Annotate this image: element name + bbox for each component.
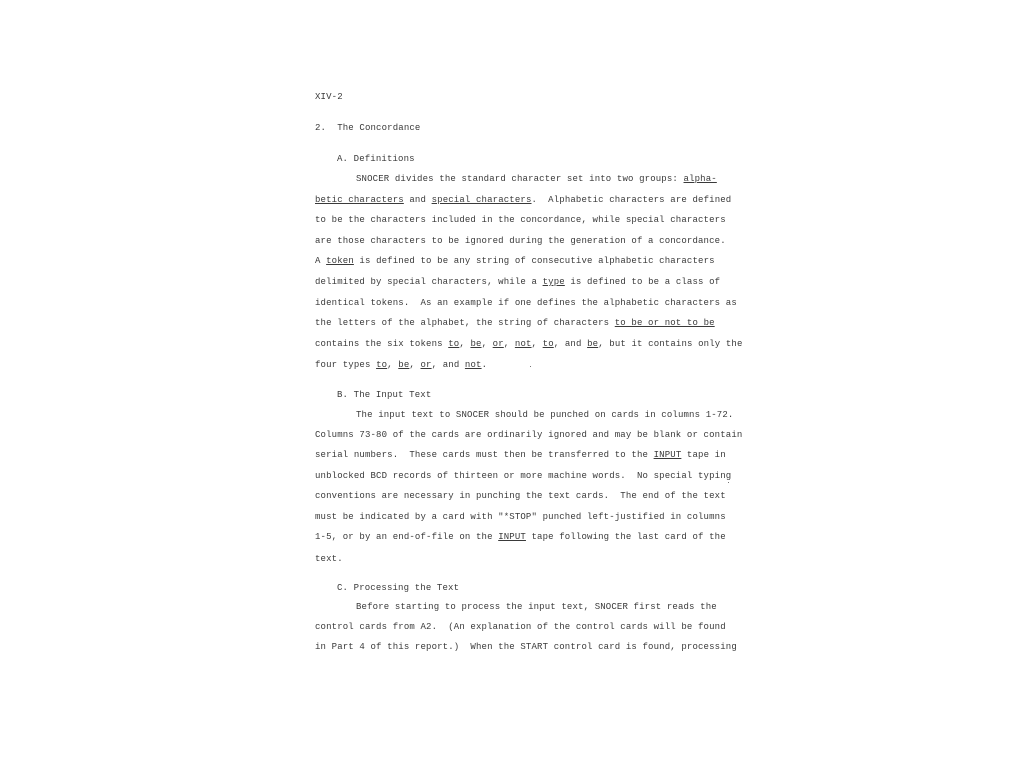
underlined-term: be	[587, 339, 599, 349]
text-run: is defined to be any string of consecutive alphabetic characters	[353, 256, 715, 266]
scan-speck	[530, 366, 531, 367]
underlined-term: to	[376, 360, 388, 370]
underlined-term: special characters	[431, 195, 532, 205]
subsection-heading-processing: C. Processing the Text	[337, 583, 460, 593]
paragraph-line	[315, 195, 731, 205]
underlined-term: not	[464, 360, 482, 370]
text-run: ,	[481, 339, 493, 349]
section-title: 2. The Concordance	[315, 123, 421, 133]
text-run: tape in	[681, 450, 726, 460]
text-run: the letters of the alphabet, the string of characters	[315, 318, 615, 328]
text-run: .	[481, 360, 488, 370]
underlined-term: be	[398, 360, 410, 370]
underlined-term: alpha-	[683, 174, 717, 184]
underlined-term: or	[420, 360, 432, 370]
text-run: ,	[409, 360, 421, 370]
underlined-term: be	[470, 339, 482, 349]
paragraph-line	[315, 277, 720, 287]
paragraph-line: text.	[315, 554, 343, 564]
text-run: 1-5, or by an end-of-file on the	[315, 532, 499, 542]
paragraph-line: are those characters to be ignored during the generation of a concordance.	[315, 236, 726, 246]
text-run: A	[315, 256, 327, 266]
text-run: . Alphabetic characters are defined	[531, 195, 732, 205]
paragraph-line	[315, 318, 715, 328]
text-run: contains the six tokens	[315, 339, 449, 349]
underlined-term: or	[492, 339, 504, 349]
underlined-term: INPUT	[498, 532, 526, 542]
paragraph-line	[315, 532, 726, 542]
paragraph-line	[356, 174, 717, 184]
text-run: four types	[315, 360, 377, 370]
text-run: serial numbers. These cards must then be transferred to the	[315, 450, 654, 460]
paragraph-line	[315, 450, 726, 460]
paragraph-line: The input text to SNOCER should be punched on cards in columns 1-72.	[356, 410, 734, 420]
underlined-term: not	[514, 339, 532, 349]
text-run: and	[403, 195, 432, 205]
text-run: , and	[431, 360, 465, 370]
text-run: ,	[387, 360, 399, 370]
paragraph-line: identical tokens. As an example if one defines the alphabetic characters as	[315, 298, 737, 308]
underlined-term: INPUT	[653, 450, 682, 460]
text-run: ,	[531, 339, 543, 349]
paragraph-line	[315, 360, 487, 370]
paragraph-line: Before starting to process the input text, SNOCER first reads the	[356, 602, 717, 612]
text-run: ,	[459, 339, 471, 349]
paragraph-line: unblocked BCD records of thirteen or more machine words. No special typing	[315, 471, 732, 481]
scan-speck	[728, 482, 729, 483]
subsection-heading-input-text: B. The Input Text	[337, 390, 432, 400]
text-run: , and	[553, 339, 588, 349]
paragraph-line: control cards from A2. (An explanation of the control cards will be found	[315, 622, 726, 632]
text-run: ,	[503, 339, 515, 349]
paragraph-line: must be indicated by a card with "*STOP" punched left-justified in columns	[315, 512, 726, 522]
text-run: delimited by special characters, while a	[315, 277, 543, 287]
subsection-heading-definitions: A. Definitions	[337, 154, 415, 164]
paragraph-line: Columns 73-80 of the cards are ordinarily ignored and may be blank or contain	[315, 430, 743, 440]
paragraph-line: to be the characters included in the concordance, while special characters	[315, 215, 726, 225]
page-number: XIV-2	[315, 92, 343, 102]
underlined-term: to be or not to be	[614, 318, 715, 328]
text-run: tape following the last card of the	[525, 532, 726, 542]
underlined-term: type	[542, 277, 565, 287]
underlined-term: betic characters	[315, 195, 404, 205]
paragraph-line	[315, 339, 743, 349]
underlined-term: token	[326, 256, 354, 266]
text-run: is defined to be a class of	[564, 277, 721, 287]
paragraph-line: in Part 4 of this report.) When the START control card is found, processing	[315, 642, 737, 652]
paragraph-line	[315, 256, 715, 266]
text-run: SNOCER divides the standard character set into two groups:	[356, 174, 684, 184]
underlined-term: to	[448, 339, 460, 349]
underlined-term: to	[542, 339, 554, 349]
paragraph-line: conventions are necessary in punching the text cards. The end of the text	[315, 491, 726, 501]
text-run: , but it contains only the	[598, 339, 743, 349]
